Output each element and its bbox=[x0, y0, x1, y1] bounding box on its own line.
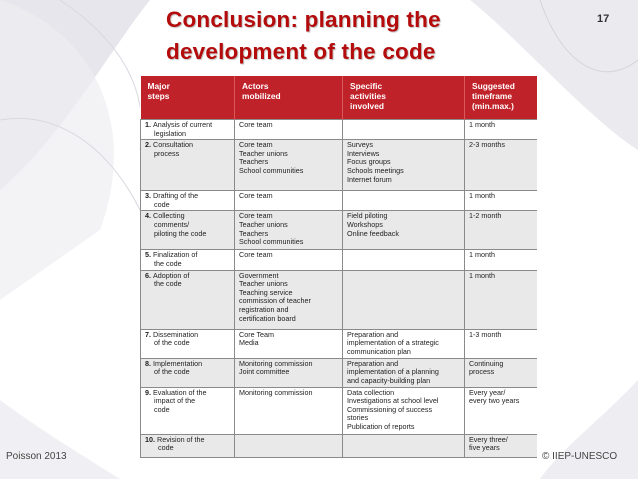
title-line-2: development of the code bbox=[166, 39, 436, 64]
cell-line: Core Team bbox=[239, 329, 275, 339]
cell-actors bbox=[235, 358, 343, 387]
cell-line: Surveys bbox=[347, 140, 373, 150]
title-line-1: Conclusion: planning the bbox=[166, 7, 441, 32]
cell-line: the code bbox=[154, 258, 182, 268]
table-row bbox=[141, 191, 538, 211]
cell-line: Interviews bbox=[347, 148, 380, 158]
cell-step bbox=[141, 329, 235, 358]
footer-copyright: © IIEP-UNESCO bbox=[542, 451, 618, 462]
cell-actors bbox=[235, 387, 343, 434]
cell-line: Core team bbox=[239, 120, 273, 129]
cell-step bbox=[141, 250, 235, 270]
cell-timeframe bbox=[465, 329, 538, 358]
cell-line: Investigations at school level bbox=[347, 396, 439, 406]
cell-actors bbox=[235, 329, 343, 358]
table-row bbox=[141, 250, 538, 270]
cell-line: Continuing bbox=[469, 358, 504, 368]
cell-line: Core team bbox=[239, 140, 273, 150]
cell-line: Teacher unions bbox=[239, 148, 288, 158]
cell-actors bbox=[235, 120, 343, 140]
cell-timeframe bbox=[465, 250, 538, 270]
cell-timeframe bbox=[465, 211, 538, 250]
cell-line: Preparation and bbox=[347, 358, 399, 368]
cell-line: communication plan bbox=[347, 346, 411, 356]
cell-line: Online feedback bbox=[347, 228, 399, 238]
cell-line: code bbox=[154, 404, 170, 414]
cell-line: of the code bbox=[154, 338, 190, 348]
cell-line: Suggested bbox=[472, 81, 515, 91]
step-number: 5. bbox=[145, 250, 153, 260]
cell-step bbox=[141, 387, 235, 434]
cell-line: 1-3 month bbox=[469, 329, 502, 339]
cell-line: School communities bbox=[239, 237, 304, 247]
cell-step bbox=[141, 140, 235, 191]
cell-line: Monitoring commission bbox=[239, 358, 313, 368]
cell-line: Specific bbox=[350, 81, 383, 91]
cell-line: Preparation and bbox=[347, 329, 399, 339]
step-number: 8. bbox=[145, 358, 153, 368]
cell-line: 8. Implementation bbox=[145, 358, 203, 368]
cell-line: timeframe bbox=[472, 91, 513, 101]
cell-line: Publication of reports bbox=[347, 421, 415, 431]
cell-line: Actors bbox=[242, 81, 269, 91]
cell-line: Commissioning of success bbox=[347, 404, 433, 414]
cell-line: five years bbox=[469, 443, 500, 453]
cell-line: 4. Collecting bbox=[145, 211, 185, 221]
cell-line: (min.max.) bbox=[472, 101, 514, 111]
cell-line: Internet forum bbox=[347, 174, 392, 184]
cell-line: School communities bbox=[239, 165, 304, 175]
cell-line: 2. Consultation bbox=[145, 140, 193, 150]
cell-activities bbox=[343, 250, 465, 270]
cell-line: and capacity-building plan bbox=[347, 375, 431, 385]
slide-title bbox=[166, 4, 506, 68]
cell-activities bbox=[343, 329, 465, 358]
cell-activities bbox=[343, 270, 465, 329]
cell-line: Data collection bbox=[347, 387, 395, 397]
cell-line: 5. Finalization of bbox=[145, 250, 198, 260]
header-major-steps bbox=[141, 76, 235, 120]
cell-line: Teacher unions bbox=[239, 279, 288, 289]
cell-timeframe bbox=[465, 434, 538, 457]
cell-line: implementation of a planning bbox=[347, 367, 439, 377]
cell-line: every two years bbox=[469, 396, 520, 406]
table-row bbox=[141, 329, 538, 358]
cell-line: Focus groups bbox=[347, 157, 391, 167]
cell-step bbox=[141, 434, 235, 457]
table-row bbox=[141, 270, 538, 329]
cell-line: 1 month bbox=[469, 191, 495, 201]
cell-line: Government bbox=[239, 270, 279, 280]
cell-line: Every three/ bbox=[469, 434, 508, 444]
cell-activities bbox=[343, 211, 465, 250]
cell-line: Media bbox=[239, 338, 259, 348]
table-body bbox=[141, 120, 538, 458]
cell-step bbox=[141, 191, 235, 211]
cell-line: Core team bbox=[239, 250, 273, 260]
cell-timeframe bbox=[465, 140, 538, 191]
cell-line: Core team bbox=[239, 211, 273, 221]
cell-timeframe bbox=[465, 120, 538, 140]
cell-line: 1 month bbox=[469, 250, 495, 260]
table-header-row bbox=[141, 76, 538, 120]
cell-line: stories bbox=[347, 413, 369, 423]
cell-line: process bbox=[469, 367, 495, 377]
step-number: 1. bbox=[145, 120, 153, 129]
cell-line: Workshops bbox=[347, 219, 383, 229]
cell-line: of the code bbox=[154, 367, 190, 377]
cell-actors bbox=[235, 211, 343, 250]
cell-line: Schools meetings bbox=[347, 165, 404, 175]
cell-timeframe bbox=[465, 270, 538, 329]
cell-activities bbox=[343, 120, 465, 140]
cell-line: Core team bbox=[239, 191, 273, 201]
cell-activities bbox=[343, 140, 465, 191]
header-actors-mobilized bbox=[235, 76, 343, 120]
planning-table bbox=[140, 76, 537, 458]
cell-line: implementation of a strategic bbox=[347, 338, 439, 348]
cell-line: the code bbox=[154, 279, 182, 289]
cell-line: involved bbox=[350, 101, 384, 111]
step-number: 9. bbox=[145, 387, 153, 397]
cell-step bbox=[141, 120, 235, 140]
cell-activities bbox=[343, 387, 465, 434]
table-row bbox=[141, 434, 538, 457]
cell-line: impact of the bbox=[154, 396, 196, 406]
step-number: 4. bbox=[145, 211, 153, 221]
cell-line: 1 month bbox=[469, 270, 495, 280]
cell-line: 1-2 month bbox=[469, 211, 502, 221]
cell-line: piloting the code bbox=[154, 228, 207, 238]
cell-line: 7. Dissemination bbox=[145, 329, 199, 339]
cell-line: 3. Drafting of the bbox=[145, 191, 199, 201]
table-row bbox=[141, 140, 538, 191]
cell-line: registration and bbox=[239, 304, 289, 314]
cell-line: Teacher unions bbox=[239, 219, 288, 229]
cell-line: activities bbox=[350, 91, 386, 101]
cell-line: Every year/ bbox=[469, 387, 506, 397]
step-number: 6. bbox=[145, 270, 153, 280]
planning-table-image bbox=[140, 76, 537, 479]
cell-step bbox=[141, 211, 235, 250]
cell-step bbox=[141, 358, 235, 387]
slide-number: 17 bbox=[597, 13, 610, 25]
cell-line: Teaching service bbox=[239, 287, 293, 297]
cell-actors bbox=[235, 250, 343, 270]
table-row bbox=[141, 358, 538, 387]
header-suggested-timeframe bbox=[465, 76, 538, 120]
cell-line: process bbox=[154, 148, 180, 158]
step-number: 10. bbox=[145, 434, 157, 444]
step-number: 7. bbox=[145, 329, 153, 339]
cell-line: 1. Analysis of current bbox=[145, 120, 213, 129]
cell-line: Joint committee bbox=[239, 367, 290, 377]
cell-line: commission of teacher bbox=[239, 296, 311, 306]
table-row bbox=[141, 120, 538, 140]
cell-line: 9. Evaluation of the bbox=[145, 387, 207, 397]
cell-line: comments/ bbox=[154, 219, 190, 229]
cell-actors bbox=[235, 191, 343, 211]
cell-line: Teachers bbox=[239, 228, 269, 238]
cell-line: code bbox=[154, 199, 170, 209]
cell-line: Major bbox=[147, 81, 170, 91]
step-number: 3. bbox=[145, 191, 153, 201]
cell-line: legislation bbox=[154, 128, 186, 138]
cell-actors bbox=[235, 434, 343, 457]
cell-timeframe bbox=[465, 387, 538, 434]
cell-activities bbox=[343, 191, 465, 211]
cell-line: steps bbox=[147, 91, 170, 101]
cell-timeframe bbox=[465, 358, 538, 387]
table-row bbox=[141, 387, 538, 434]
cell-activities bbox=[343, 358, 465, 387]
cell-line: Teachers bbox=[239, 157, 269, 167]
cell-line: 10. Revision of the bbox=[145, 434, 205, 444]
cell-timeframe bbox=[465, 191, 538, 211]
table-row bbox=[141, 211, 538, 250]
step-number: 2. bbox=[145, 140, 153, 150]
cell-line: Monitoring commission bbox=[239, 387, 313, 397]
footer-author: Poisson 2013 bbox=[6, 451, 67, 462]
header-specific-activities bbox=[343, 76, 465, 120]
cell-actors bbox=[235, 270, 343, 329]
cell-line: certification board bbox=[239, 313, 296, 323]
cell-line: mobilized bbox=[242, 91, 281, 101]
cell-line: 2-3 months bbox=[469, 140, 505, 150]
cell-step bbox=[141, 270, 235, 329]
cell-line: 6. Adoption of bbox=[145, 270, 190, 280]
cell-line: code bbox=[158, 443, 174, 453]
cell-line: Field piloting bbox=[347, 211, 388, 221]
cell-actors bbox=[235, 140, 343, 191]
cell-line: 1 month bbox=[469, 120, 495, 129]
cell-activities bbox=[343, 434, 465, 457]
